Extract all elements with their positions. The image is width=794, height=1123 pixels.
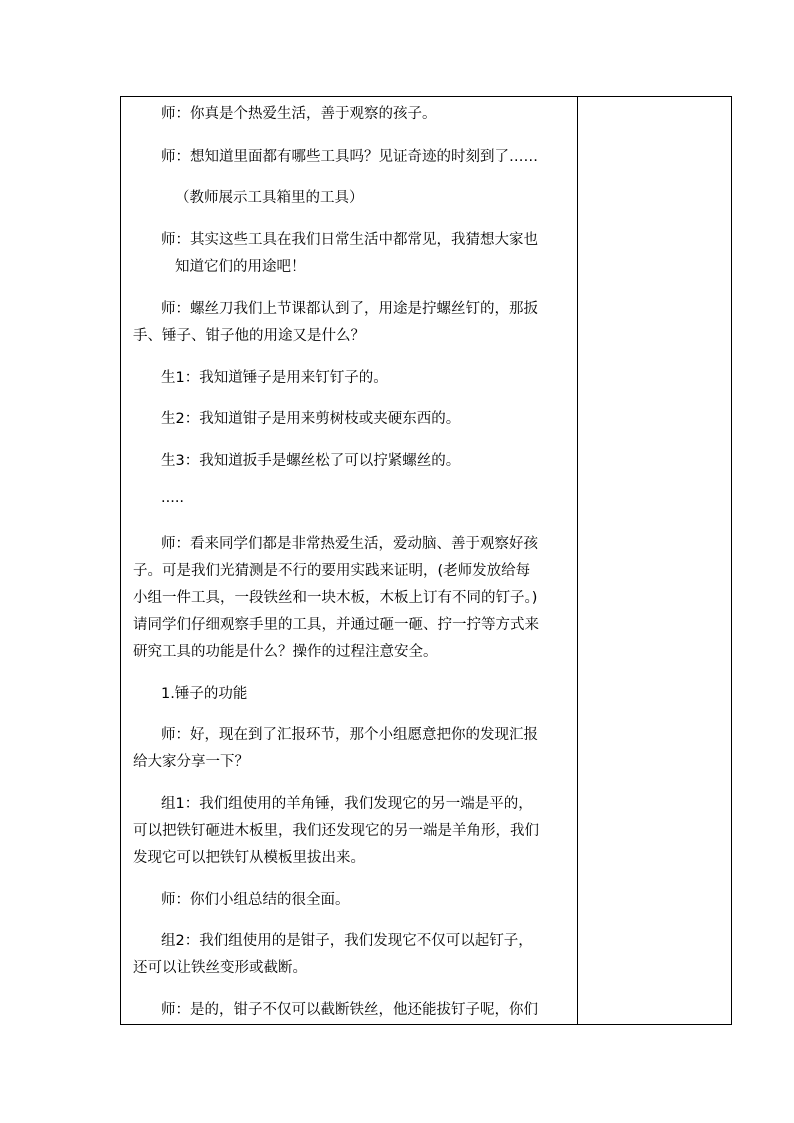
text-line: 师：想知道里面都有哪些工具吗？见证奇迹的时刻到了…… [161, 149, 538, 165]
text-line: 师：你真是个热爱生活，善于观察的孩子。 [161, 106, 437, 122]
text-line: 发现它可以把铁钉从模板里拔出来。 [133, 850, 365, 866]
text-line: 子。可是我们光猜测是不行的要用实践来证明，(老师发放给每 [133, 563, 531, 579]
text-line: 师：你们小组总结的很全面。 [161, 892, 350, 908]
text-line: 生1：我知道锤子是用来钉钉子的。 [161, 370, 388, 386]
text-line: 师：看来同学们都是非常热爱生活，爱动脑、善于观察好孩 [161, 536, 538, 552]
text-line: 组1：我们组使用的羊角锤，我们发现它的另一端是平的， [161, 796, 533, 812]
lesson-table [120, 96, 732, 1025]
notes-cell [578, 97, 731, 1024]
text-line: 生3：我知道扳手是螺丝松了可以拧紧螺丝的。 [161, 453, 461, 469]
text-line: ····· [161, 494, 185, 510]
text-line: 知道它们的用途吧！ [175, 259, 306, 275]
text-line: 师：好，现在到了汇报环节，那个小组愿意把你的发现汇报 [161, 727, 538, 743]
text-line: 请同学们仔细观察手里的工具，并通过砸一砸、拧一拧等方式来 [133, 617, 539, 633]
text-line: 给大家分享一下？ [133, 754, 249, 770]
text-line: 研究工具的功能是什么？操作的过程注意安全。 [133, 644, 438, 660]
text-line: 生2：我知道钳子是用来剪树枝或夹硬东西的。 [161, 411, 461, 427]
text-line: 师：是的，钳子不仅可以截断铁丝，他还能拔钉子呢，你们 [161, 1002, 538, 1018]
lesson-content-cell [121, 97, 577, 1024]
text-line: 可以把铁钉砸进木板里，我们还发现它的另一端是羊角形，我们 [133, 823, 539, 839]
text-line: 小组一件工具，一段铁丝和一块木板，木板上订有不同的钉子。) [133, 590, 538, 606]
text-line: 师：螺丝刀我们上节课都认到了，用途是拧螺丝钉的，那扳 [161, 301, 538, 317]
text-line: 师：其实这些工具在我们日常生活中都常见，我猜想大家也 [161, 232, 538, 248]
text-line: （教师展示工具箱里的工具） [175, 190, 364, 206]
text-line: 1.锤子的功能 [161, 686, 248, 702]
text-line: 手、锤子、钳子他的用途又是什么？ [133, 328, 365, 344]
text-line: 组2：我们组使用的是钳子，我们发现它不仅可以起钉子， [161, 933, 533, 949]
text-line: 还可以让铁丝变形或截断。 [133, 960, 307, 976]
